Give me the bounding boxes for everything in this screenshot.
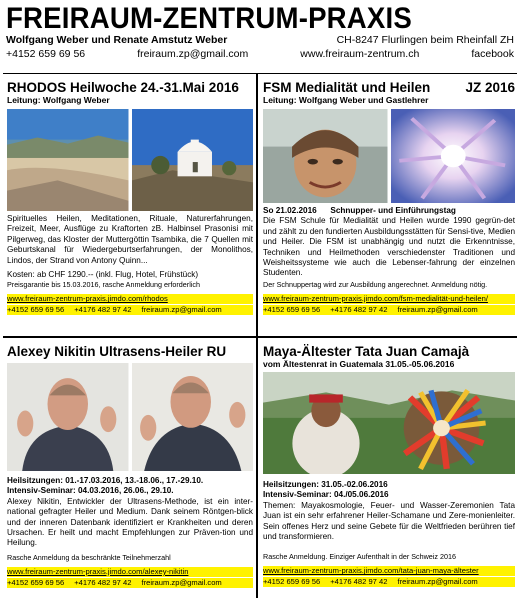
event-year: JZ 2016: [465, 80, 515, 95]
event-note: Der Schnuppertag wird zur Ausbildung angerechnet. Anmeldung nötig.: [263, 279, 488, 289]
event-photos: [263, 372, 515, 474]
event-cost: Kosten: ab CHF 1290.-- (inkl. Flug, Hotel, Frühstück): [7, 270, 199, 280]
event-description: Alexey Nikitin, Entwickler der Ultrasens-Methode, ist ein inter-national gefragter Heiler und Medium. Dank seinem Röntgen-blick und der inneren Datenbank identifiziert er Krankheiten und deren Ursachen. Er heilt und macht Empfehlungen zur Präven-tion und Heilung.: [7, 496, 253, 548]
contact-line: +4152 659 69 56 +4176 482 97 42 freiraum.zp@gmail.com: [263, 305, 515, 315]
contact-url[interactable]: www.freiraum-zentrum-praxis.jimdo.com/alexey-nikitin: [7, 567, 253, 577]
beach-photo: [7, 109, 129, 211]
contact-url[interactable]: www.freiraum-zentrum-praxis.jimdo.com/tata-juan-maya-ältester: [263, 566, 515, 576]
event-card-tata-juan: [263, 344, 515, 598]
event-lead: vom Ältestenrat in Guatemala 31.05.-05.06.2016: [263, 359, 455, 369]
event-sessions: Heilsitzungen: 31.05.-02.06.2016: [263, 480, 388, 489]
events-grid: [3, 73, 517, 598]
event-title: RHODOS Heilwoche 24.-31.Mai 2016: [7, 80, 239, 95]
header-facebook[interactable]: facebook: [471, 48, 514, 60]
energy-art-photo: [391, 109, 516, 203]
event-description: Die FSM Schule für Medialität und Heilen wurde 1990 gegrün-det und zählt zu den fundierten Ausbildungsstätten für Sensi-tive, Medien und Heiler. Die FSM ist unabhängig und nutzt die Erkenntnisse, Techniken und Heilmethoden verschiedenster Traditionen und Weisheitssysteme wie auch die Lebenser-fahrung der einzelnen Studenten.: [263, 216, 515, 278]
brand-title: FREIRAUM-ZENTRUM-PRAXIS: [6, 2, 412, 35]
ceremony-photo: [263, 372, 515, 474]
event-card-nikitin: [7, 344, 253, 598]
event-guarantee: Preisgarantie bis 15.03.2016, rasche Anmeldung erforderlich: [7, 280, 200, 290]
row-divider: [3, 336, 517, 338]
flyer-header: [6, 4, 514, 72]
contact-line: +4152 659 69 56 +4176 482 97 42 freiraum.zp@gmail.com: [7, 578, 253, 588]
event-photos: [263, 109, 515, 203]
event-date: So 21.02.2016 Schnupper- und Einführungstag: [263, 206, 456, 215]
event-sessions: Heilsitzungen: 01.-17.03.2016, 13.-18.06., 17.-29.10.: [7, 476, 204, 485]
event-photos: [7, 109, 253, 211]
event-title: FSM Medialität und Heilen: [263, 80, 431, 95]
event-seminar: Intensiv-Seminar: 04.03.2016, 26.06., 29.10.: [7, 486, 174, 496]
event-description: Themen: Mayakosmologie, Feuer- und Wasser-Zeremonien Tata Juan ist ein sehr erfahrener Heiler-Schamane und Zere-monienleiter. Sein offenes Herz und seine Gebete für die Weltfrieden berühren tief und transformieren.: [263, 500, 515, 542]
event-photos: [7, 363, 253, 471]
event-card-fsm: [263, 80, 515, 334]
event-description: Spirituelles Heilen, Meditationen, Rituale, Naturerfahrungen, Freizeit, Meer, Ausflüge zu Kraftorten zB. Halbinsel Prasonisi mit Pilgerweg, das Kloster der Muttergöttin Tsambika, die 7 Quellen mit Geburtskanal für Wiedergeburtserfahrungen, der Monolithos, Lindos, der Strand von Antony Quinn...: [7, 214, 253, 265]
header-website[interactable]: www.freiraum-zentrum.ch: [300, 48, 420, 60]
contact-url[interactable]: www.freiraum-zentrum-praxis.jimdo.com/rhodos: [7, 294, 253, 304]
portrait-photo: [263, 109, 388, 203]
contact-line: +4152 659 69 56 +4176 482 97 42 freiraum.zp@gmail.com: [7, 305, 253, 315]
owners-names: Wolfgang Weber und Renate Amstutz Weber: [6, 34, 228, 46]
event-lead: Leitung: Wolfgang Weber: [7, 95, 110, 105]
location: CH-8247 Flurlingen beim Rheinfall ZH: [336, 34, 514, 46]
header-phone: +4152 659 69 56: [6, 48, 86, 60]
nikitin-photo-2: [132, 363, 254, 471]
event-title: Alexey Nikitin Ultrasens-Heiler RU: [7, 344, 227, 359]
event-seminar: Intensiv-Seminar: 04./05.06.2016: [263, 490, 389, 500]
contact-line: +4152 659 69 56 +4176 482 97 42 freiraum.zp@gmail.com: [263, 577, 515, 587]
nikitin-photo-1: [7, 363, 129, 471]
header-email[interactable]: freiraum.zp@gmail.com: [137, 48, 249, 60]
chapel-photo: [132, 109, 254, 211]
event-title: Maya-Ältester Tata Juan Camajà: [263, 344, 470, 359]
event-card-rhodos: [7, 80, 253, 334]
event-lead: Leitung: Wolfgang Weber und Gastlehrer: [263, 95, 429, 105]
event-note: Rasche Anmeldung da beschränkte Teilnehmerzahl: [7, 552, 171, 562]
event-note: Rasche Anmeldung. Einziger Aufenthalt in der Schweiz 2016: [263, 552, 456, 562]
contact-url[interactable]: www.freiraum-zentrum-praxis.jimdo.com/fsm-medialität-und-heilen/: [263, 294, 515, 304]
